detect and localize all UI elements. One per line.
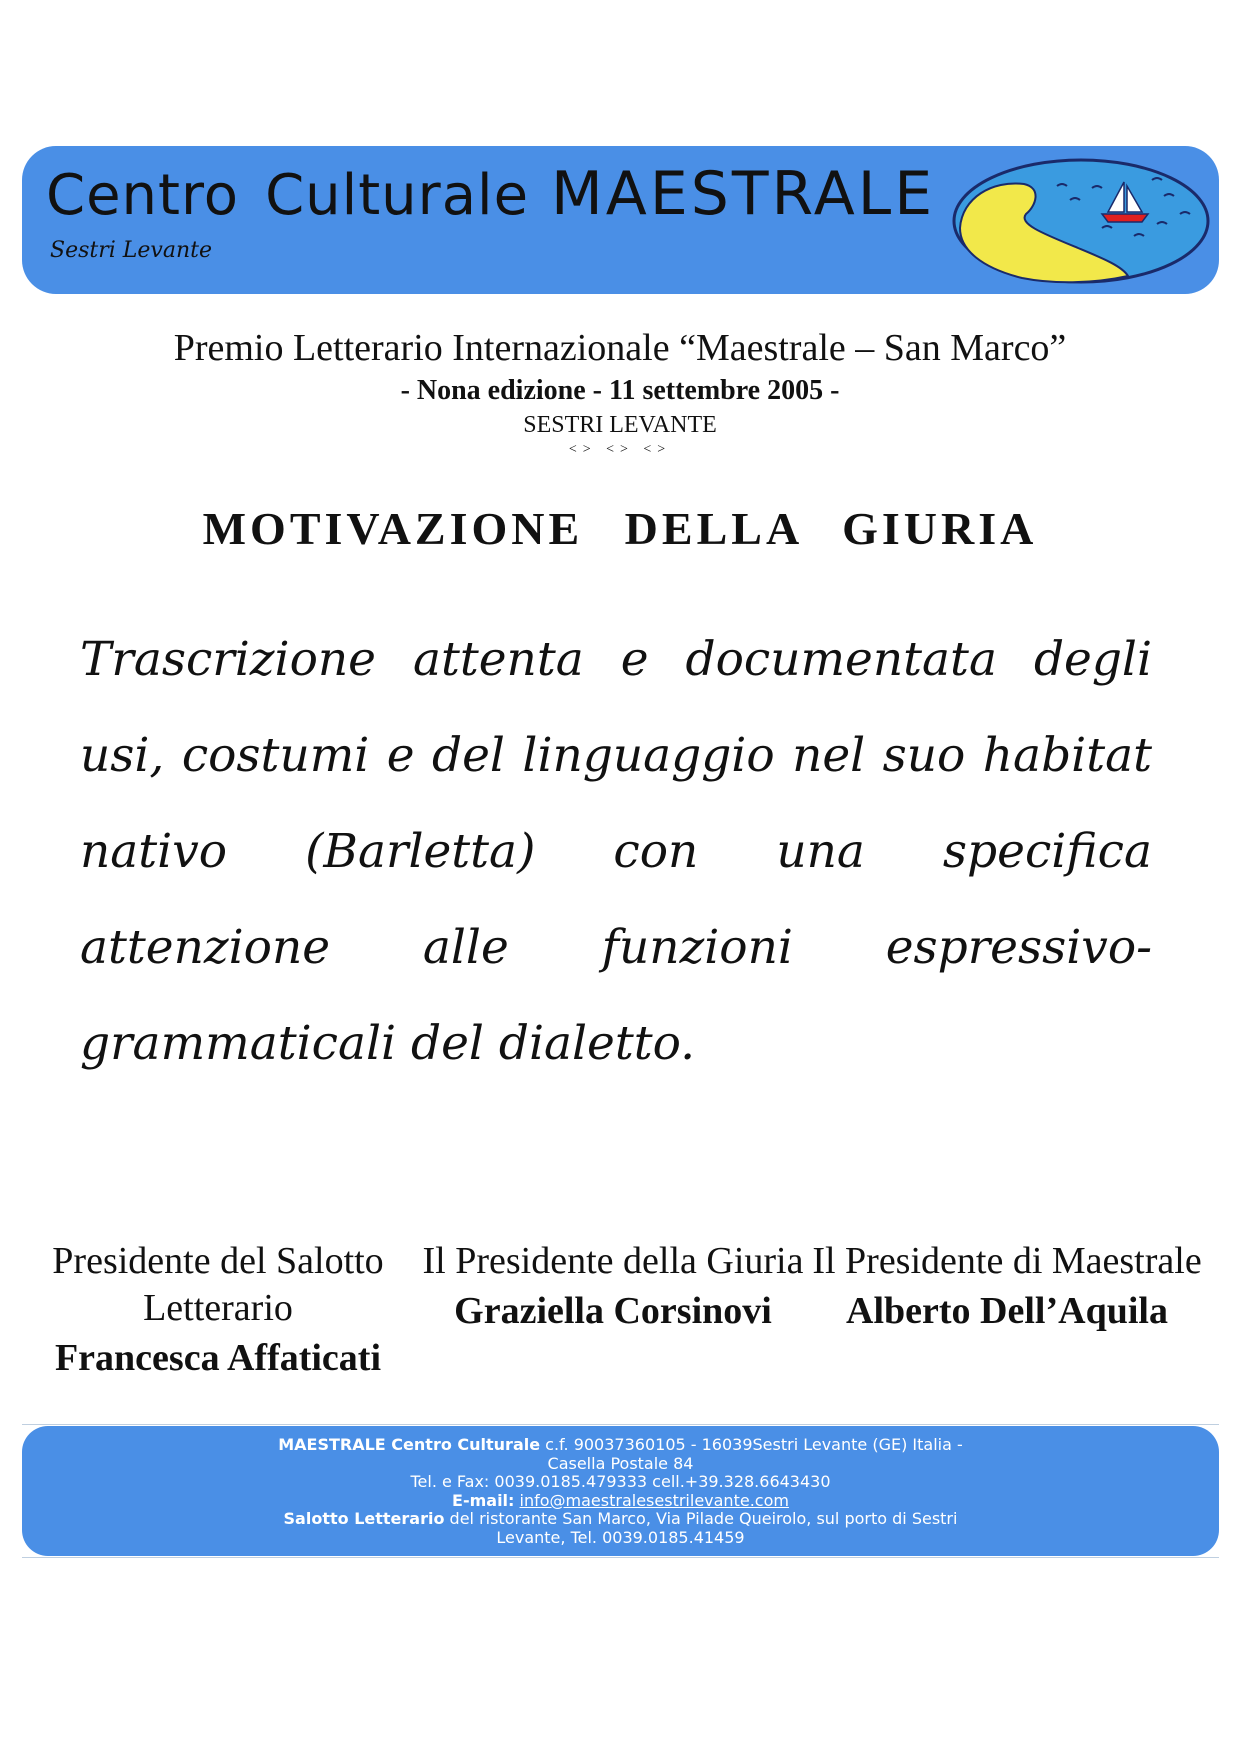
- signatory-role: Presidente del Salotto Letterario: [52, 1240, 384, 1329]
- footer-org-details: c.f. 90037360105 - 16039Sestri Levante (GE) Italia - Casella Postale 84: [545, 1435, 963, 1473]
- signatory-role: Il Presidente di Maestrale: [812, 1240, 1202, 1282]
- footer-org-name: MAESTRALE Centro Culturale: [278, 1435, 541, 1454]
- signatory-giuria: [418, 1238, 808, 1337]
- event-city: SESTRI LEVANTE: [523, 412, 717, 438]
- footer-email-row: [261, 1492, 981, 1511]
- event-title: Premio Letterario Internazionale “Maestrale – San Marco”: [173, 327, 1067, 369]
- footer-salotto-details: del ristorante San Marco, Via Pilade Queirolo, sul porto di Sestri Levante, Tel. 0039.0185.41459: [449, 1509, 958, 1547]
- motivation-text: Trascrizione attenta e documentata degli usi, costumi e del linguaggio nel suo habitat nativo (Barletta) con una specifica attenzione alle funzioni espressivo-grammaticali del dialetto.: [80, 632, 1152, 1071]
- footer-divider-bottom: [22, 1557, 1219, 1558]
- footer-email-label: E-mail:: [452, 1490, 515, 1510]
- signatory-name: Francesca Affaticati: [54, 1337, 382, 1379]
- separator-ornament: <> <> <>: [568, 442, 672, 457]
- footer-divider-top: [22, 1424, 1219, 1425]
- section-heading: MOTIVAZIONE DELLA GIURIA: [202, 503, 1038, 554]
- footer-salotto-row: [261, 1510, 981, 1547]
- brand-title: [46, 159, 936, 229]
- brand-word-maestrale: MAESTRALE: [551, 159, 936, 229]
- brand-word-culturale: Culturale: [265, 163, 530, 228]
- signatory-name: Alberto Dell’Aquila: [846, 1290, 1168, 1332]
- footer-email-link[interactable]: info@maestralesestrilevante.com: [519, 1490, 789, 1510]
- signatory-role: Il Presidente della Giuria: [422, 1240, 804, 1282]
- brand-subtitle: Sestri Levante: [50, 238, 212, 263]
- signatory-maestrale: [812, 1238, 1202, 1337]
- sailboat-sea-logo-icon: [952, 158, 1210, 284]
- signatory-salotto: [23, 1238, 413, 1384]
- header-band: [22, 146, 1219, 294]
- footer-salotto-label: Salotto Letterario: [283, 1509, 445, 1528]
- signatory-name: Graziella Corsinovi: [454, 1290, 772, 1332]
- footer-phone: Tel. e Fax: 0039.0185.479333 cell.+39.328.6643430: [410, 1472, 831, 1491]
- event-edition: - Nona edizione - 11 settembre 2005 -: [400, 375, 840, 406]
- footer-band: [22, 1426, 1219, 1556]
- brand-word-centro: Centro: [46, 163, 240, 228]
- footer-org-row: [261, 1436, 981, 1473]
